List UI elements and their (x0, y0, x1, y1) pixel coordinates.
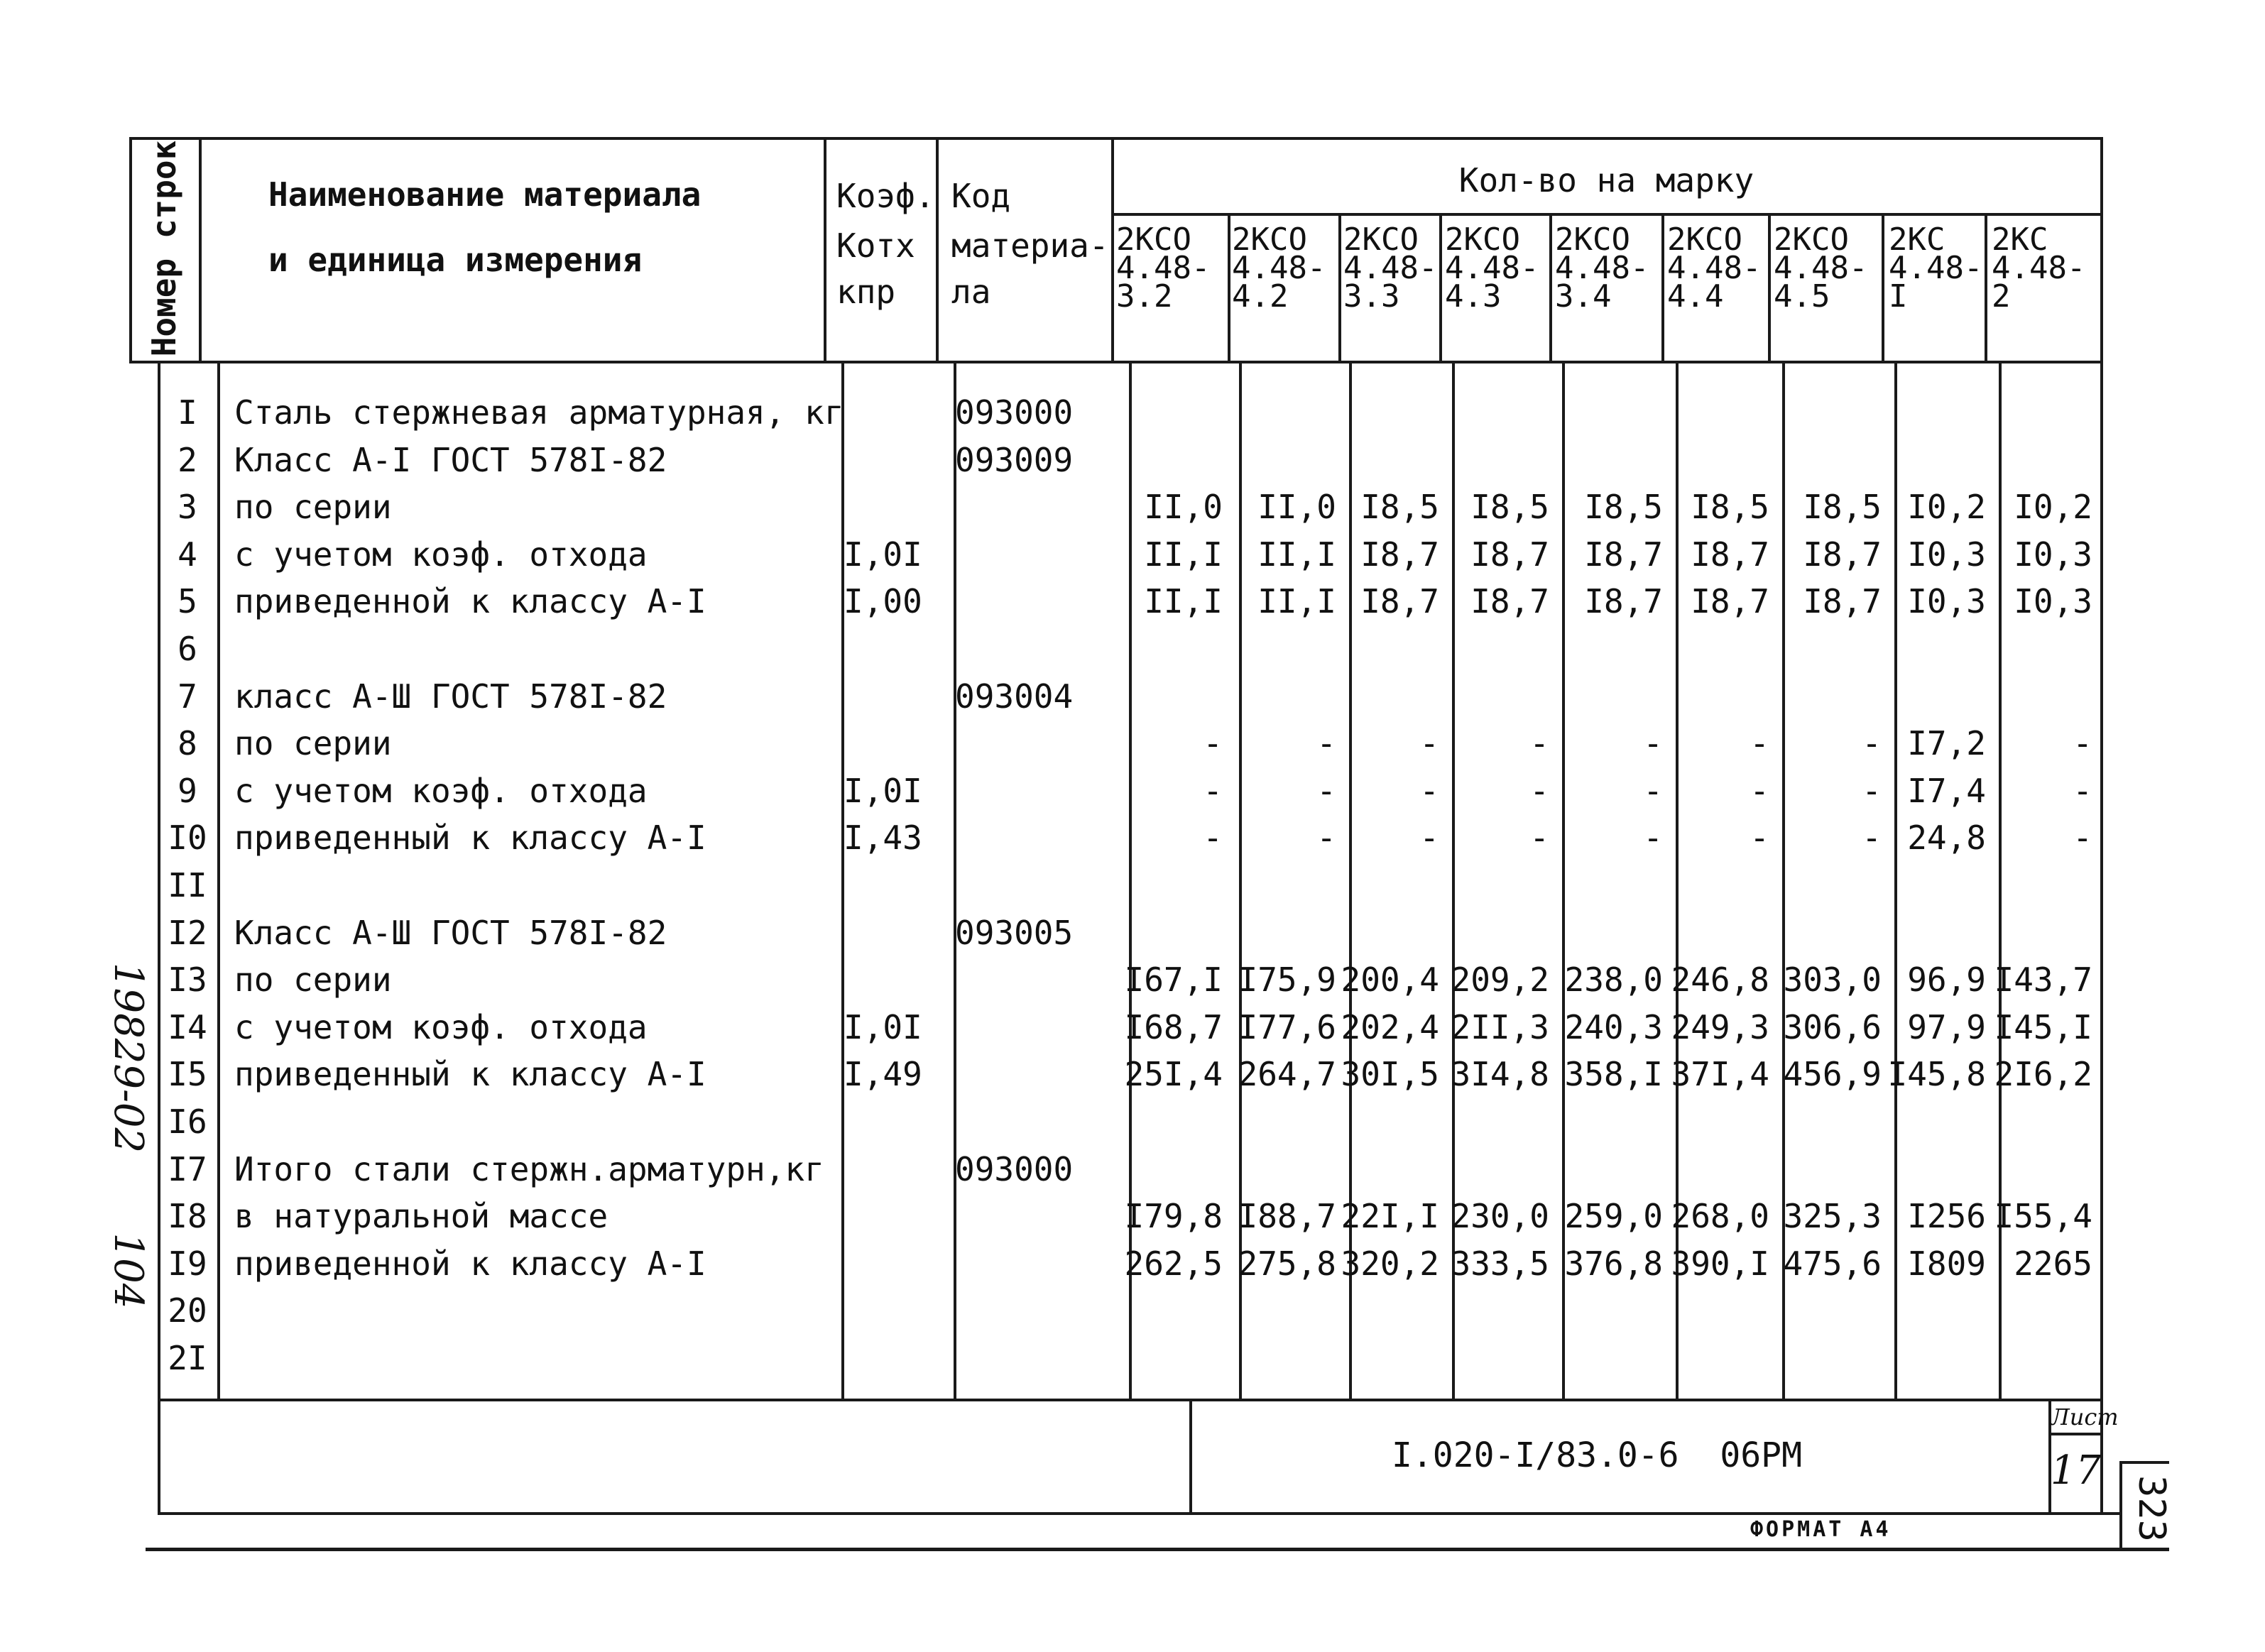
quantity-cell: I8,5 (1360, 488, 1439, 526)
mark-header-9: 2КС 4.48- 2 (1992, 221, 2086, 314)
material-name: в натуральной массе (234, 1197, 608, 1235)
row-number: I3 (168, 961, 207, 999)
quantity-cell: - (1316, 819, 1336, 857)
material-name: с учетом коэф. отхода (234, 1008, 648, 1046)
material-name: Итого стали стержн.арматурн,кг (234, 1150, 824, 1188)
koef-value: I,49 (844, 1055, 922, 1093)
mark-header-6: 2КСО 4.48- 4.4 (1667, 221, 1762, 314)
row-number: I0 (168, 819, 207, 857)
quantity-cell: I809 (1907, 1245, 1986, 1283)
page-stamp: 323 (2130, 1475, 2173, 1542)
sheet-number: 17 (2050, 1448, 2102, 1494)
mark-header-4: 2КСО 4.48- 4.3 (1445, 221, 1539, 314)
quantity-cell: 200,4 (1341, 961, 1439, 999)
koef-value: I,0I (844, 535, 922, 574)
material-name: Сталь стержневая арматурная, кг (234, 393, 844, 432)
quantity-cell: 240,3 (1564, 1008, 1663, 1046)
mark-header-2: 2КСО 4.48- 4.2 (1232, 221, 1326, 314)
row-number-header: Номер строк (145, 140, 183, 357)
sheet-label-divider (2048, 1433, 2103, 1435)
quantity-cell: I8,7 (1360, 535, 1439, 574)
material-code: 093000 (955, 1150, 1074, 1188)
mark-header-1: 2КСО 4.48- 3.2 (1116, 221, 1211, 314)
quantity-cell: - (1419, 772, 1439, 810)
quantity-cell: I8,7 (1691, 582, 1769, 620)
header-col-3 (936, 137, 939, 362)
header-bottom-border (129, 361, 2103, 363)
quantity-cell: 325,3 (1783, 1197, 1882, 1235)
quantity-cell: I0,2 (1907, 488, 1986, 526)
row-number: 2I (168, 1339, 207, 1377)
quantity-cell: I0,2 (2014, 488, 2092, 526)
quantity-cell: I79,8 (1124, 1197, 1223, 1235)
margin-note: 19829-02 (105, 962, 151, 1154)
quantity-cell: I8,7 (1584, 535, 1663, 574)
quantity-cell: I0,3 (2014, 535, 2092, 574)
quantity-cell: - (1529, 724, 1549, 762)
quantity-cell: I68,7 (1124, 1008, 1223, 1046)
quantity-cell: 30I,5 (1341, 1055, 1439, 1093)
body-col-right (2100, 361, 2103, 1400)
quantity-cell: 475,6 (1783, 1245, 1882, 1283)
mark-header-7: 2КСО 4.48- 4.5 (1774, 221, 1868, 314)
row-number: 7 (178, 677, 197, 716)
quantity-cell: - (1203, 724, 1223, 762)
row-number: I7 (168, 1150, 207, 1188)
koef-header-line3: кпр (836, 273, 896, 311)
quantity-header: Кол-во на марку (1458, 161, 1754, 199)
material-name: приведенный к классу А-I (234, 1055, 706, 1093)
koef-value: I,0I (844, 772, 922, 810)
mark-sep-7 (1882, 213, 1884, 362)
quantity-cell: 333,5 (1451, 1245, 1549, 1283)
mark-sep-6 (1768, 213, 1771, 362)
quantity-cell: 22I,I (1341, 1197, 1439, 1235)
quantity-cell: 97,9 (1907, 1008, 1986, 1046)
material-name: класс А-Ш ГОСТ 578I-82 (234, 677, 667, 716)
quantity-cell: 249,3 (1671, 1008, 1769, 1046)
row-number: I6 (168, 1103, 207, 1141)
quantity-cell: 268,0 (1671, 1197, 1769, 1235)
row-number: I8 (168, 1197, 207, 1235)
quantity-cell: 2I6,2 (1994, 1055, 2092, 1093)
quantity-cell: 259,0 (1564, 1197, 1663, 1235)
material-name: Класс А-I ГОСТ 578I-82 (234, 441, 667, 479)
name-header-line1: Наименование материала (268, 175, 702, 214)
quantity-cell: II,I (1144, 535, 1223, 574)
quantity-cell: I45,8 (1887, 1055, 1986, 1093)
quantity-cell: 2II,3 (1451, 1008, 1549, 1046)
body-col-1 (217, 361, 220, 1400)
quantity-cell: - (1203, 819, 1223, 857)
quantity-cell: 24,8 (1907, 819, 1986, 857)
material-code: 093005 (955, 914, 1074, 952)
row-number: I4 (168, 1008, 207, 1046)
quantity-cell: 246,8 (1671, 961, 1769, 999)
quantity-cell: 264,7 (1238, 1055, 1336, 1093)
mark-header-5: 2КСО 4.48- 3.4 (1555, 221, 1649, 314)
material-name: по серии (234, 488, 392, 526)
material-name: приведенной к классу А-I (234, 582, 706, 620)
quantity-cell: I8,7 (1803, 535, 1882, 574)
koef-value: I,0I (844, 1008, 922, 1046)
quantity-cell: 262,5 (1124, 1245, 1223, 1283)
quantity-cell: I8,7 (1360, 582, 1439, 620)
title-block-left (158, 1399, 160, 1515)
quantity-cell: 303,0 (1783, 961, 1882, 999)
quantity-cell: 320,2 (1341, 1245, 1439, 1283)
quantity-cell: I7,2 (1907, 724, 1986, 762)
material-name: приведенный к классу А-I (234, 819, 706, 857)
header-top-border (129, 137, 2103, 140)
quantity-cell: I7,4 (1907, 772, 1986, 810)
quantity-cell: - (1862, 772, 1882, 810)
body-col-2 (841, 361, 844, 1400)
row-number: I2 (168, 914, 207, 952)
title-block-bottom (158, 1512, 2121, 1515)
row-number: 5 (178, 582, 197, 620)
quantity-cell: II,I (1257, 582, 1336, 620)
margin-note-2: 104 (105, 1232, 151, 1309)
bottom-rule (146, 1548, 2169, 1551)
quantity-cell: 96,9 (1907, 961, 1986, 999)
quantity-cell: - (1316, 724, 1336, 762)
quantity-cell: I8,7 (1691, 535, 1769, 574)
quantity-cell: II,I (1144, 582, 1223, 620)
koef-header-line2: Котх (836, 226, 915, 265)
quantity-cell: - (1643, 772, 1663, 810)
quantity-cell: 37I,4 (1671, 1055, 1769, 1093)
stamp-box-left (2119, 1461, 2122, 1550)
quantity-cell: - (2073, 772, 2092, 810)
quantity-cell: II,0 (1144, 488, 1223, 526)
quantity-cell: I0,3 (1907, 535, 1986, 574)
row-number: 9 (178, 772, 197, 810)
header-col-1 (199, 137, 202, 362)
name-header-line2: и единица измерения (268, 241, 643, 279)
mark-sep-1 (1228, 213, 1230, 362)
quantity-cell: 209,2 (1451, 961, 1549, 999)
quantity-cell: - (2073, 724, 2092, 762)
row-number: 6 (178, 630, 197, 668)
material-code: 093004 (955, 677, 1074, 716)
quantity-cell: I67,I (1124, 961, 1223, 999)
quantity-cell: I8,7 (1803, 582, 1882, 620)
quantity-cell: - (1316, 772, 1336, 810)
quantity-cell: I55,4 (1994, 1197, 2092, 1235)
quantity-cell: - (1529, 772, 1549, 810)
format-label: ФОРМАТ А4 (1750, 1517, 1892, 1542)
header-col-left (129, 137, 132, 362)
row-number: 3 (178, 488, 197, 526)
quantity-cell: - (1419, 724, 1439, 762)
mark-sep-3 (1439, 213, 1442, 362)
quantity-cell: I8,5 (1691, 488, 1769, 526)
quantity-cell: - (1750, 724, 1769, 762)
quantity-cell: - (1862, 724, 1882, 762)
quantity-cell: - (1750, 819, 1769, 857)
row-number: I9 (168, 1245, 207, 1283)
quantity-cell: 358,I (1564, 1055, 1663, 1093)
quantity-cell: - (1529, 819, 1549, 857)
quantity-cell: II,0 (1257, 488, 1336, 526)
material-name: по серии (234, 724, 392, 762)
quantity-cell: - (1643, 724, 1663, 762)
quantity-cell: I0,3 (2014, 582, 2092, 620)
material-name: приведенной к классу А-I (234, 1245, 706, 1283)
header-col-2 (824, 137, 826, 362)
quantity-cell: 202,4 (1341, 1008, 1439, 1046)
quantity-cell: 275,8 (1238, 1245, 1336, 1283)
quantity-cell: - (1643, 819, 1663, 857)
quantity-cell: - (1862, 819, 1882, 857)
quantity-cell: I256 (1907, 1197, 1986, 1235)
mark-sep-5 (1661, 213, 1664, 362)
quantity-cell: 230,0 (1451, 1197, 1549, 1235)
koef-value: I,43 (844, 819, 922, 857)
quantity-cell: 25I,4 (1124, 1055, 1223, 1093)
quantity-cell: I8,5 (1584, 488, 1663, 526)
stamp-box-top (2119, 1461, 2169, 1464)
quantity-cell: 376,8 (1564, 1245, 1663, 1283)
mark-sep-8 (1985, 213, 1987, 362)
marks-divider (1111, 213, 2103, 216)
koef-header-line1: Коэф. (836, 177, 935, 215)
code-header-line1: Код (951, 177, 1011, 215)
quantity-cell: - (2073, 819, 2092, 857)
quantity-cell: I43,7 (1994, 961, 2092, 999)
quantity-cell: 390,I (1671, 1245, 1769, 1283)
quantity-cell: I45,I (1994, 1008, 2092, 1046)
koef-value: I,00 (844, 582, 922, 620)
quantity-cell: I88,7 (1238, 1197, 1336, 1235)
quantity-cell: - (1419, 819, 1439, 857)
quantity-cell: I8,5 (1803, 488, 1882, 526)
quantity-cell: I77,6 (1238, 1008, 1336, 1046)
material-name: с учетом коэф. отхода (234, 772, 648, 810)
material-name: с учетом коэф. отхода (234, 535, 648, 574)
mark-sep-2 (1338, 213, 1341, 362)
mark-sep-4 (1549, 213, 1552, 362)
mark-header-8: 2КС 4.48- I (1889, 221, 1983, 314)
code-header-line2: материа- (951, 226, 1109, 265)
quantity-cell: 2265 (2014, 1245, 2092, 1283)
quantity-cell: - (1203, 772, 1223, 810)
row-number: I (178, 393, 197, 432)
quantity-cell: - (1750, 772, 1769, 810)
row-number: II (168, 866, 207, 904)
material-name: по серии (234, 961, 392, 999)
code-header-line3: ла (951, 273, 991, 311)
document-code: I.020-I/83.0-6 06РМ (1392, 1435, 1802, 1475)
title-block-mid (1189, 1399, 1192, 1515)
quantity-cell: 456,9 (1783, 1055, 1882, 1093)
quantity-cell: I8,7 (1470, 582, 1549, 620)
row-number: 20 (168, 1291, 207, 1330)
quantity-cell: 3I4,8 (1451, 1055, 1549, 1093)
row-number: 8 (178, 724, 197, 762)
row-number: I5 (168, 1055, 207, 1093)
row-number: 2 (178, 441, 197, 479)
quantity-cell: I0,3 (1907, 582, 1986, 620)
quantity-cell: I75,9 (1238, 961, 1336, 999)
quantity-cell: II,I (1257, 535, 1336, 574)
quantity-cell: I8,7 (1584, 582, 1663, 620)
quantity-cell: 306,6 (1783, 1008, 1882, 1046)
body-col-3 (954, 361, 956, 1400)
material-name: Класс А-Ш ГОСТ 578I-82 (234, 914, 667, 952)
mark-header-3: 2КСО 4.48- 3.3 (1343, 221, 1438, 314)
sheet-label: Лист (2051, 1404, 2119, 1431)
quantity-cell: I8,5 (1470, 488, 1549, 526)
row-number: 4 (178, 535, 197, 574)
quantity-cell: I8,7 (1470, 535, 1549, 574)
material-code: 093009 (955, 441, 1074, 479)
quantity-cell: 238,0 (1564, 961, 1663, 999)
material-code: 093000 (955, 393, 1074, 432)
title-block-top (158, 1399, 2103, 1401)
